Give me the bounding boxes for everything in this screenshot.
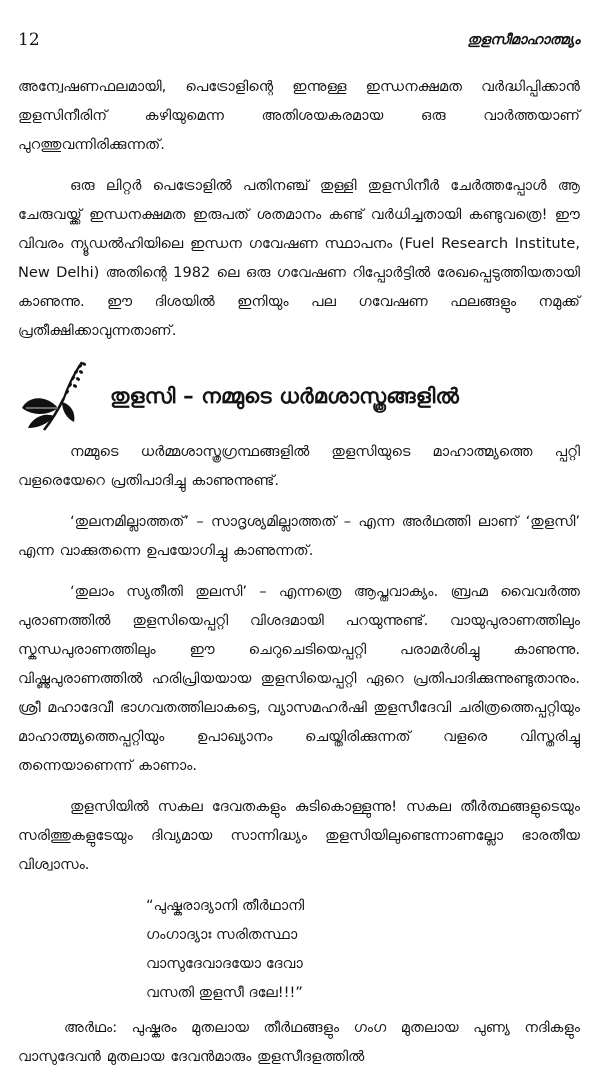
paragraph-intro-1: അന്വേഷണഫലമായി, പെട്രോളിന്റെ ഇന്നുള്ള ഇന്ധനക്ഷമത വർദ്ധിപ്പിക്കാൻ തുളസിനീരിന് കഴിയുമെന്ന അതിശയകരമായ ഒരു വാർത്തയാണ് പുറത്തുവന്നിരിക്കുന്നത്. bbox=[18, 78, 580, 153]
body-text bbox=[18, 72, 580, 1071]
paragraph-section-1: നമ്മുടെ ധർമ്മശാസ്ത്രഗ്രന്ഥങ്ങളിൽ തുളസിയുടെ മാഹാത്മ്യത്തെ പ്പറ്റി വളരെയേറെ പ്രതിപാദിച്ചു കാണുന്നുണ്ട്. bbox=[18, 443, 580, 489]
verse-line: “പുഷ്കരാദ്യാനി തീർഥാനി bbox=[146, 897, 305, 914]
tulsi-leaf-icon bbox=[18, 358, 106, 434]
running-title: തുളസീമാഹാത്മ്യം bbox=[467, 32, 580, 48]
verse-meaning: അർഥം: പുഷ്കരം മുതലായ തീർഥങ്ങളും ഗംഗ മുതലായ പുണ്യ നദികളും വാസുദേവൻ മുതലായ ദേവൻമാരും തുളസീദളത്തിൽ bbox=[18, 1019, 580, 1065]
section-heading-row bbox=[18, 357, 580, 435]
section-heading: തുളസി – നമ്മുടെ ധർമശാസ്ത്രങ്ങളിൽ bbox=[110, 383, 460, 408]
paragraph-intro-2: ഒരു ലിറ്റർ പെട്രോളിൽ പതിനഞ്ച് തുള്ളി തുളസിനീർ ചേർത്തപ്പോൾ ആ ചേരുവയ്ക്ക് ഇന്ധനക്ഷമത ഇരുപത് ശതമാനം കണ്ട് വർധിച്ചതായി കണ്ടുവത്രെ! ഈ വിവരം ന്യൂഡൽഹിയിലെ ഇന്ധന ഗവേഷണ സ്ഥാപനം (Fuel Research Institute, New Delhi) അതിന്റെ 1982 ലെ ഒരു ഗവേഷണ റിപ്പോർട്ടിൽ രേഖപ്പെടുത്തിയതായി കാണുന്നു. ഈ ദിശയിൽ ഇനിയും പല ഗവേഷണ ഫലങ്ങളും നമുക്ക് പ്രതീക്ഷിക്കാവുന്നതാണ്. bbox=[18, 177, 580, 339]
page-header bbox=[18, 28, 580, 52]
paragraph-section-2: ‘തുലനമില്ലാത്തത്’ – സാദൃശ്യമില്ലാത്തത് – എന്ന അർഥത്തി ലാണ് ‘തുളസി’ എന്ന വാക്കുതന്നെ ഉപയോഗിച്ചു കാണുന്നത്. bbox=[18, 513, 580, 559]
verse-line: വസതി തുളസീ ദലേ!!!” bbox=[146, 984, 303, 1001]
sanskrit-verse bbox=[146, 891, 580, 1007]
page-number: 12 bbox=[18, 30, 40, 50]
verse-line: ഗംഗാദ്യാഃ സരിതസ്ഥാ bbox=[146, 926, 298, 943]
paragraph-section-4: തുളസിയിൽ സകല ദേവതകളും കുടികൊള്ളുന്നു! സകല തീർത്ഥങ്ങളുടെയും സരിത്തുകളുടേയും ദിവ്യമായ സാന്നിദ്ധ്യം തുളസിയിലുണ്ടെന്നാണല്ലോ ഭാരതീയ വിശ്വാസം. bbox=[18, 798, 580, 873]
paragraph-section-3: ‘തുലാം സ്യതീതി തുലസി’ – എന്നത്രെ ആപ്തവാക്യം. ബ്രഹ്മ വൈവർത്ത പുരാണത്തിൽ തുളസിയെപ്പറ്റി വിശദമായി പറയുന്നുണ്ട്. വായുപുരാണത്തിലും സ്കന്ധപുരാണത്തിലും ഈ ചെറുചെടിയെപ്പറ്റി പരാമർശിച്ചു കാണുന്നു. വിഷ്ണുപുരാണത്തിൽ ഹരിപ്രിയയായ തുളസിയെപ്പറ്റി ഏറെ പ്രതിപാദിക്കുന്നുണ്ടുതാനും. ശ്രീ മഹാദേവീ ഭാഗവതത്തിലാകട്ടെ, വ്യാസമഹർഷി തുളസീദേവി ചരിത്രത്തെപ്പറ്റിയും മാഹാത്മ്യത്തെപ്പറ്റിയും ഉപാഖ്യാനം ചെയ്തിരിക്കുന്നത് വളരെ വിസ്തരിച്ചു തന്നെയാണെന്ന് കാണാം. bbox=[18, 583, 580, 774]
verse-line: വാസുദേവാദയോ ദേവാ bbox=[146, 955, 303, 972]
